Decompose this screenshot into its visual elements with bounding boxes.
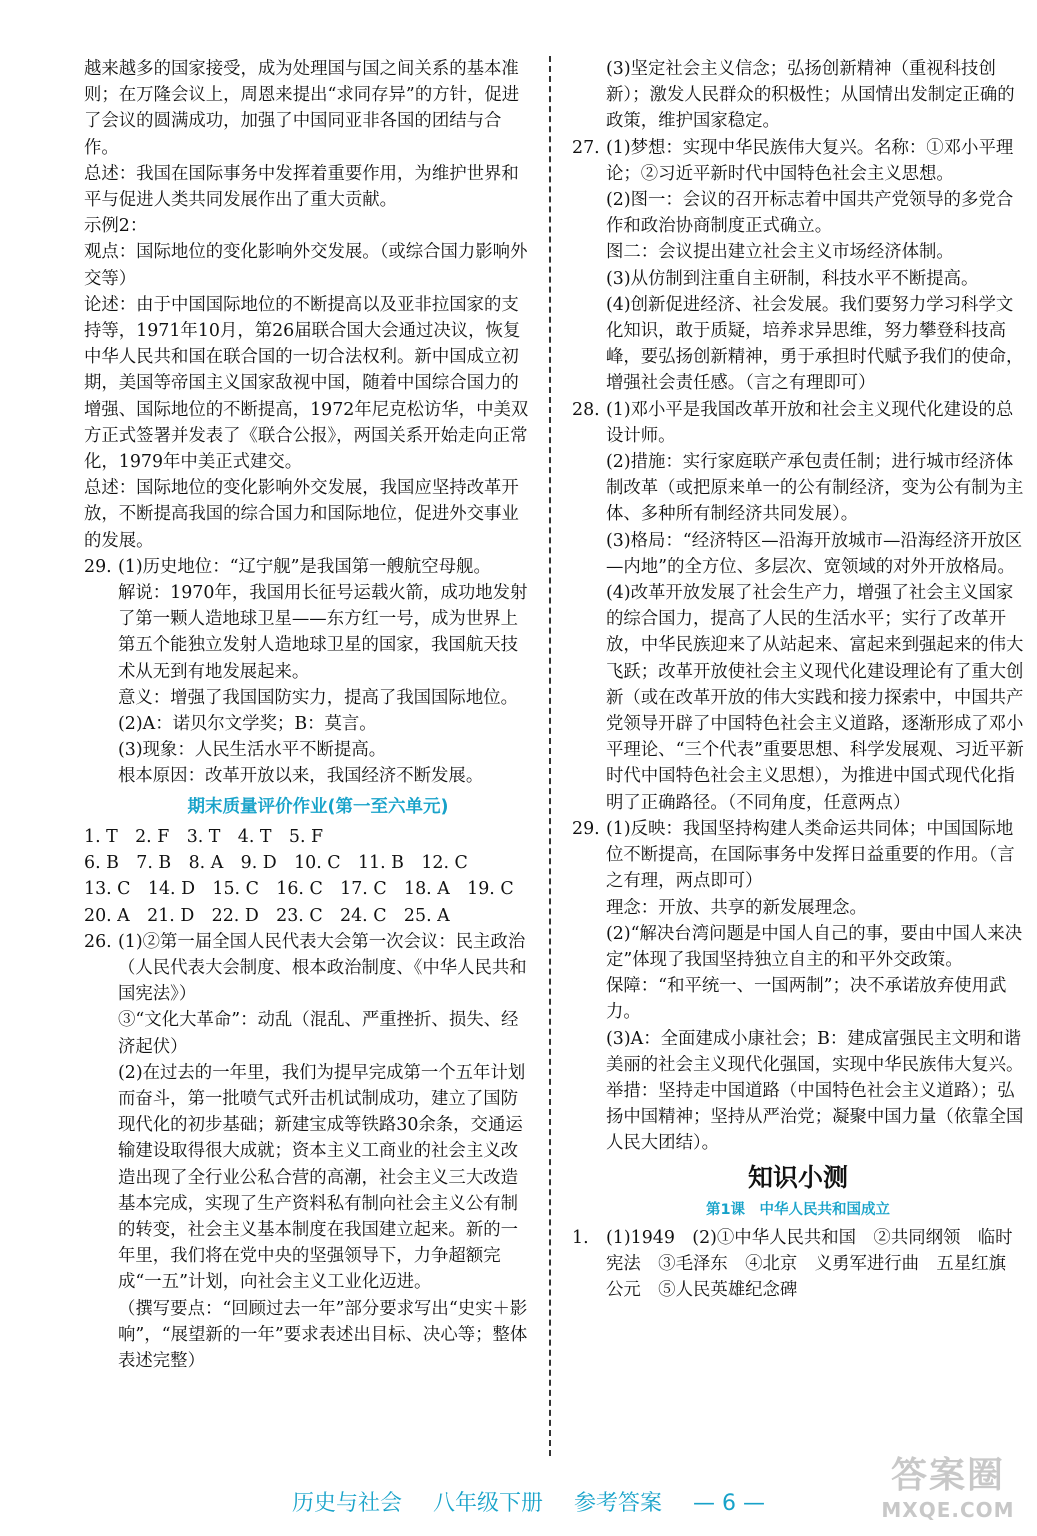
right-column [572,56,1024,1303]
text-paragraph: 观点：国际地位的变化影响外交发展。（或综合国力影响外交等） [84,242,528,289]
text-paragraph: 示例2： [84,216,148,237]
answer-key-row: 6. B 7. B 8. A 9. D 10. C 11. B 12. C [84,853,468,874]
watermark-url: MXQE.COM [881,1498,1015,1522]
answer-line: (2)“解决台湾问题是中国人自己的事，要由中国人来决定”体现了我国坚持独立自主的和平外交政策。 [606,923,1023,970]
answer-line: (4)创新促进经济、社会发展。我们要努力学习科学文化知识，敢于质疑，培养求异思维，努力攀登科技高峰，要弘扬创新精神，勇于承担时代赋予我们的使命，增强社会责任感。（言之有理即可） [606,294,1024,394]
question-29-right [572,816,1024,1157]
answer-key-row: 20. A 21. D 22. D 23. C 24. C 25. A [84,905,450,926]
answer-line: (3)A：全面建成小康社会；B：建成富强民主文明和谐美丽的社会主义现代化强国，实现中华民族伟大复兴。 [606,1028,1024,1075]
answer-line: (4)改革开放发展了社会生产力，增强了社会主义国家的综合国力，提高了人民的生活水平；实行了改革开放，中华民族迎来了从站起来、富起来到强起来的伟大飞跃；改革开放使社会主义现代化建设理论有了重大创新（或在改革开放的伟大实践和接力探索中，中国共产党领导开辟了中国特色社会主义道路，逐渐形成了邓小平理论、“三个代表”重要思想、科学发展观、习近平新时代中国特色社会主义思想），为推进中国式现代化指明了正确路径。（不同角度，任意两点） [606,583,1024,813]
left-column [84,56,532,1374]
answer-line: (1)②第一届全国人民代表大会第一次会议：民主政治（人民代表大会制度、根本政治制度、《中华人民共和国宪法》） [118,931,527,1005]
answer-line: (2)措施：实行家庭联产承包责任制；进行城市经济体制改革（或把原来单一的公有制经济，变为公有制为主体、多种所有制经济共同发展）。 [606,452,1024,525]
question-number: 26. [84,931,112,952]
answer-line: 根本原因：改革开放以来，我国经济不断发展。 [118,766,484,787]
answer-line: 理念：开放、共享的新发展理念。 [606,897,867,918]
answer-key-row: 1. T 2. F 3. T 4. T 5. F [84,826,324,847]
text-paragraph: 总述：国际地位的变化影响外交发展，我国应坚持改革开放，不断提高我国的综合国力和国际地位，促进外交事业的发展。 [84,478,519,551]
answer-line: (1)梦想：实现中华民族伟大复兴。名称：①邓小平理论；②习近平新时代中国特色社会主义思想。 [606,137,1014,184]
text-paragraph: 越来越多的国家接受，成为处理国与国之间关系的基本准则；在万隆会议上，周恩来提出“求同存异”的方针，促进了会议的圆满成功，加强了中国同亚非各国的团结与合作。 [84,59,520,158]
answer-line: (1)反映：我国坚持构建人类命运共同体；中国国际地位不断提高，在国际事务中发挥日益重要的作用。（言之有理，两点即可） [606,818,1015,892]
question-28 [572,397,1024,816]
answer-line: ③“文化大革命”：动乱（混乱、严重挫折、损失、经济起伏） [118,1010,519,1057]
answer-line: (1)历史地位：“辽宁舰”是我国第一艘航空母舰。 [118,556,491,577]
page-number: — 6 — [693,1491,766,1516]
text-paragraph: 总述：我国在国际事务中发挥着重要作用，为维护世界和平与促进人类共同发展作出了重大贡献。 [84,163,519,211]
question-number: 28. [572,399,600,420]
answer-line: (3)从仿制到注重自主研制，科技水平不断提高。 [606,268,979,289]
answer-line: (3)格局：“经济特区—沿海开放城市—沿海经济开放区—内地”的全方位、多层次、宽领域的对外开放格局。 [606,530,1023,577]
knowledge-quiz-title: 知识小测 [747,1162,848,1192]
answer-line: 保障：“和平统一、一国两制”；决不承诺放弃使用武力。 [606,976,1007,1023]
answer-line: 举措：坚持走中国道路（中国特色社会主义道路）；弘扬中国精神；坚持从严治党；凝聚中国力量（依靠全国人民大团结）。 [606,1080,1024,1154]
question-26 [84,929,532,1374]
answer-line: （撰写要点：“回顾过去一年”部分要求写出“史实＋影响”，“展望新的一年”要求表述出目标、决心等；整体表述完整） [118,1298,528,1371]
answer-line: 意义：增强了我国国防实力，提高了我国国际地位。 [118,687,518,708]
text-paragraph: (3)坚定社会主义信念；弘扬创新精神（重视科技创新）；激发人民群众的积极性；从国情出发制定正确的政策，维护国家稳定。 [606,59,1015,132]
question-number: 29. [84,556,112,577]
answer-line: (3)现象：人民生活水平不断提高。 [118,740,387,761]
question-number: 27. [572,137,600,158]
text-paragraph: 论述：由于中国国际地位的不断提高以及亚非拉国家的支持等，1971年10月，第26届联合国大会通过决议，恢复中华人民共和国在联合国的一切合法权利。新中国成立初期，美国等帝国主义国家敌视中国，随着中国综合国力的增强、国际地位的不断提高，1972年尼克松访华，中美双方正式签署并发表了《联合公报》，两国关系开始走向正常化，1979年中美正式建交。 [84,294,529,473]
question-27 [572,135,1024,397]
answer-line: (1)1949 (2)①中华人民共和国 ②共同纲领 临时宪法 ③毛泽东 ④北京 义勇军进行曲 五星红旗 公元 ⑤人民英雄纪念碑 [606,1227,1024,1301]
answer-line: (1)邓小平是我国改革开放和社会主义现代化建设的总设计师。 [606,399,1014,446]
watermark-logo-text: 答案圈 [890,1455,1005,1496]
section-title: 期末质量评价作业(第一至六单元) [187,796,449,817]
question-number: 29. [572,818,600,839]
question-1 [572,1225,1024,1304]
answer-key-row: 13. C 14. D 15. C 16. C 17. C 18. A 19. C [84,879,514,900]
answer-line: (2)A：诺贝尔文学奖；B：莫言。 [118,714,377,735]
answer-line: (2)在过去的一年里，我们为提早完成第一个五年计划而奋斗，第一批喷气式歼击机试制成功，建立了国防现代化的初步基础；新建宝成等铁路30余条，交通运输建设取得很大成就；资本主义工商业的社会主义改造出现了全行业公私合营的高潮，社会主义三大改造基本完成，实现了生产资料私有制向社会主义公有制的转变，社会主义基本制度在我国建立起来。新的一年里，我们将在党中央的坚强领导下，力争超额完成“一五”计划，向社会主义工业化迈进。 [118,1062,526,1293]
footer-label: 参考答案 [574,1491,663,1516]
footer-grade: 八年级下册 [433,1491,544,1516]
column-divider [549,56,551,1456]
footer-subject: 历史与社会 [291,1491,402,1516]
answer-line: (2)图一：会议的召开标志着中国共产党领导的多党合作和政治协商制度正式确立。 [606,190,1014,237]
question-29-left [84,554,532,790]
question-number: 1. [572,1227,589,1248]
lesson-title: 第1课 中华人民共和国成立 [705,1201,891,1218]
watermark-logo [873,1454,1023,1530]
answer-line: 图二：会议提出建立社会主义市场经济体制。 [606,242,954,263]
answer-line: 解说：1970年，我国用长征号运载火箭，成功地发射了第一颗人造地球卫星——东方红一号，成为世界上第五个能独立发射人造地球卫星的国家，我国航天技术从无到有地发展起来。 [118,583,528,682]
